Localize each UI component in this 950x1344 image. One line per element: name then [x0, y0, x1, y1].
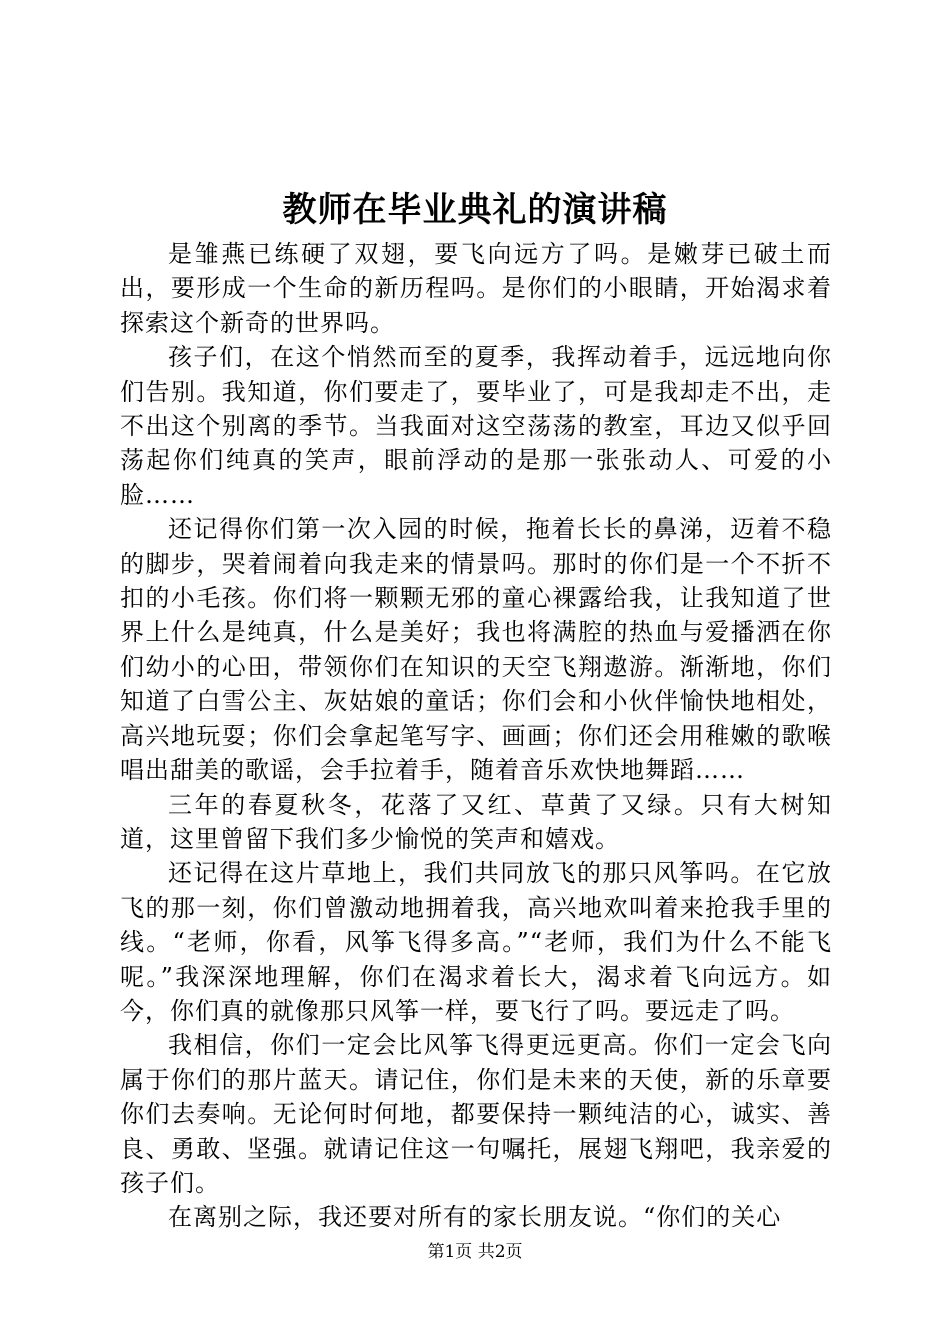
paragraph: 还记得你们第一次入园的时候，拖着长长的鼻涕，迈着不稳的脚步，哭着闹着向我走来的情景吗。那时的你们是一个不折不扣的小毛孩。你们将一颗颗无邪的童心裸露给我，让我知道了世界上什么是纯真，什么是美好；我也将满腔的热血与爱播洒在你们幼小的心田，带领你们在知识的天空飞翔遨游。渐渐地，你们知道了白雪公主、灰姑娘的童话；你们会和小伙伴愉快地相处，高兴地玩耍；你们会拿起笔写字、画画；你们还会用稚嫩的歌喉唱出甜美的歌谣，会手拉着手，随着音乐欢快地舞蹈……: [120, 515, 832, 785]
paragraph: 还记得在这片草地上，我们共同放飞的那只风筝吗。在它放飞的那一刻，你们曾激动地拥着我，高兴地欢叫着来抢我手里的线。“老师，你看，风筝飞得多高。”“老师，我们为什么不能飞呢。”我深深地理解，你们在渴求着长大，渴求着飞向远方。如今，你们真的就像那只风筝一样，要飞行了吗。要远走了吗。: [120, 859, 832, 1025]
paragraph: 三年的春夏秋冬，花落了又红、草黄了又绿。只有大树知道，这里曾留下我们多少愉悦的笑声和嬉戏。: [120, 790, 832, 853]
page-number-footer: 第1页 共2页: [427, 1242, 523, 1262]
document-title: 教师在毕业典礼的演讲稿: [282, 190, 668, 230]
paragraph: 在离别之际，我还要对所有的家长朋友说。“你们的关心: [168, 1203, 782, 1232]
paragraph: 我相信，你们一定会比风筝飞得更远更高。你们一定会飞向属于你们的那片蓝天。请记住，你们是未来的天使，新的乐章要你们去奏响。无论何时何地，都要保持一颗纯洁的心，诚实、善良、勇敢、坚强。就请记住这一句嘱托，展翅飞翔吧，我亲爱的孩子们。: [120, 1031, 832, 1197]
document-body: [120, 237, 832, 1235]
paragraph: 是雏燕已练硬了双翅，要飞向远方了吗。是嫩芽已破土而出，要形成一个生命的新历程吗。是你们的小眼睛，开始渴求着探索这个新奇的世界吗。: [120, 240, 832, 337]
paragraph: 孩子们，在这个悄然而至的夏季，我挥动着手，远远地向你们告别。我知道，你们要走了，要毕业了，可是我却走不出，走不出这个别离的季节。当我面对这空荡荡的教室，耳边又似乎回荡起你们纯真的笑声，眼前浮动的是那一张张动人、可爱的小脸……: [120, 343, 832, 509]
